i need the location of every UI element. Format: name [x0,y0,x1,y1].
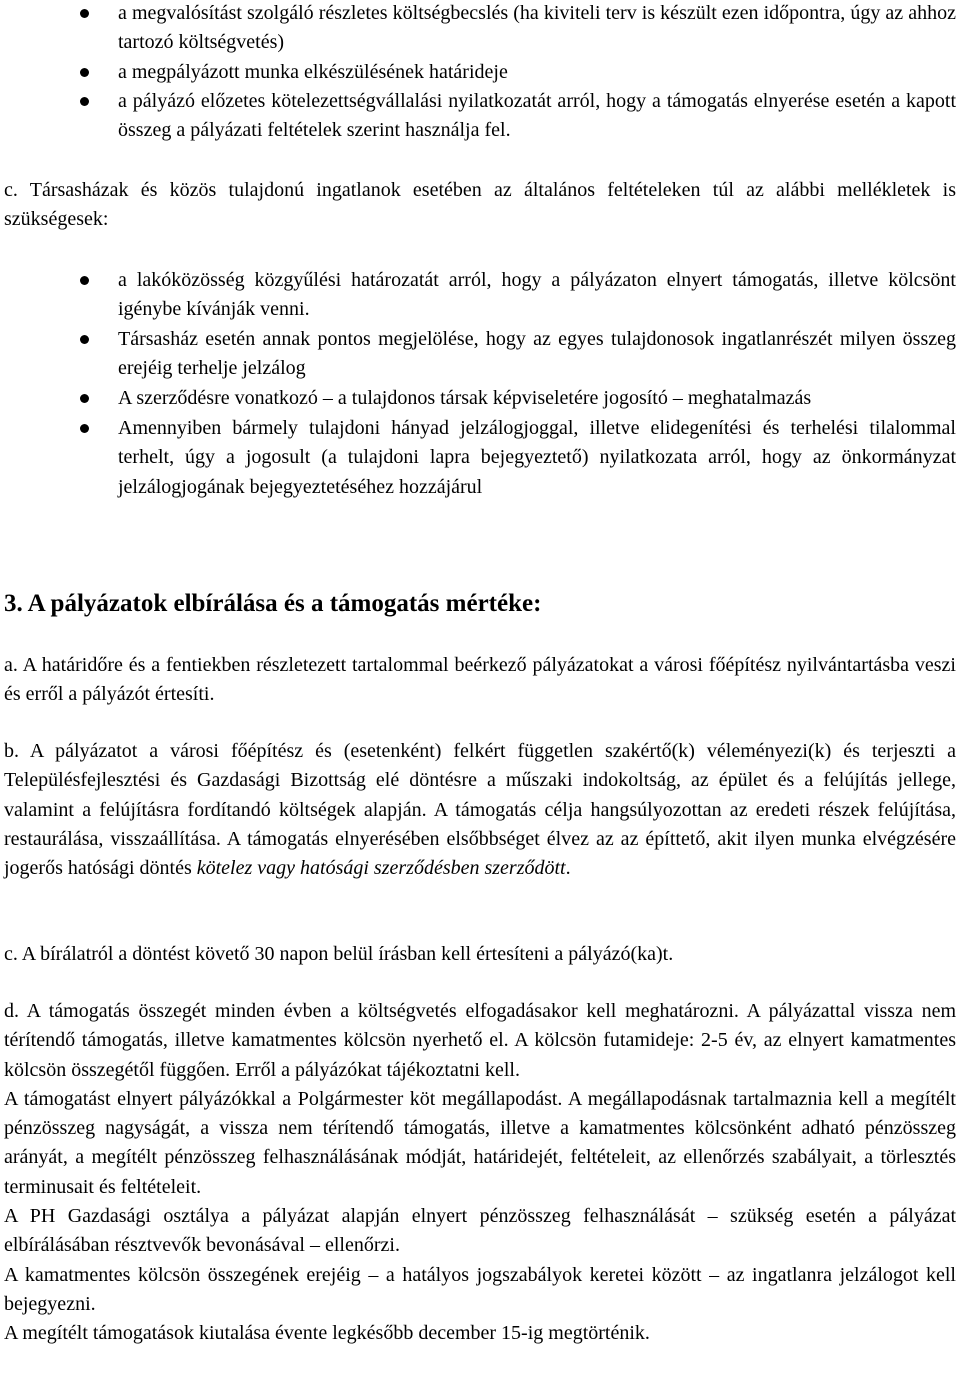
list-item-text: a lakóközösség közgyűlési határozatát arról, hogy a pályázaton elnyert támogatás, illetve kölcsönt igénybe kívánják venni. [118,269,956,321]
list-item-text: a megpályázott munka elkészülésének határideje [118,60,508,83]
bullet-icon [80,9,89,18]
paragraph-b-end: . [565,857,571,880]
list-item-text: Társasház esetén annak pontos megjelölése, hogy az egyes tulajdonosok ingatlanrészét milyen összeg erejéig terhelje jelzálog [118,328,956,380]
bullet-icon [80,424,89,433]
list-item-text: Amennyiben bármely tulajdoni hányad jelzálogjoggal, illetve elidegenítési és terhelési tilalommal terhelt, úgy a jogosult (a tulajdoni lapra bejegyeztető) nyilatkozata arról, hogy az önkormányzat jelzálogjogának bejegyeztetéséhez hozzájárul [118,416,956,498]
list-item [80,87,956,146]
requirements-list [80,0,956,145]
list-item [80,58,956,87]
paragraph-b-italic: kötelez vagy hatósági szerződésben szerződött [196,857,566,880]
section-heading: 3. A pályázatok elbírálása és a támogatás mértéke: [4,590,542,617]
list-item [80,266,956,325]
bullet-icon [80,335,89,344]
bullet-icon [80,68,89,77]
list-item [80,384,956,413]
list-item-text: A szerződésre vonatkozó – a tulajdonos társak képviseletére jogosító – meghatalmazás [118,387,812,410]
paragraph-d-block [4,997,956,1349]
section-c-intro: c. Társasházak és közös tulajdonú ingatlanok esetében az általános feltételeken túl az alábbi mellékletek is szükségesek: [4,179,956,231]
paragraph-b [4,737,956,883]
paragraph-d-3: A PH Gazdasági osztálya a pályázat alapján elnyert pénzösszeg felhasználását – szükség esetén a pályázat elbírálásában résztvevők bevonásával – ellenőrzi. [4,1205,956,1257]
bullet-icon [80,394,89,403]
paragraph-d-5: A megítélt támogatások kiutalása évente legkésőbb december 15-ig megtörténik. [4,1322,650,1345]
paragraph-d-1: d. A támogatás összegét minden évben a költségvetés elfogadásakor kell meghatározni. A pályázattal vissza nem térítendő támogatás, illetve kamatmentes kölcsön nyerhető el. A kölcsön futamideje: 2-5 év, az elnyert kamatmentes kölcsön összegétől függően. Erről a pályázókat tájékoztatni kell. [4,1000,956,1081]
paragraph-d-2: A támogatást elnyert pályázókkal a Polgármester köt megállapodást. A megállapodásnak tartalmaznia kell a megítélt pénzösszeg nagyságát, a vissza nem térítendő támogatás, illetve a kamatmentes kölcsönként adható pénzösszeg arányát, a megítélt pénzösszeg felhasználásának módját, határidejét, feltételeit, az ellenőrzés szabályait, a törlesztés terminusait és feltételeit. [4,1087,956,1198]
paragraph-a: a. A határidőre és a fentiekben részletezett tartalommal beérkező pályázatokat a városi főépítész nyilvántartásba veszi és erről a pályázót értesíti. [4,654,956,706]
paragraph-b-text: b. A pályázatot a városi főépítész és (esetenként) felkért független szakértő(k) véleményezi(k) és terjeszti a Településfejlesztési és Gazdasági Bizottság elé döntésre a műszaki indokoltság, az épület és a felújítás jellege, valamint a felújításra fordítandó költségek alapján. A támogatás célja hangsúlyozottan az eredeti részek felújítása, restaurálása, visszaállítása. A támogatás elnyerésében elsőbbséget élvez az az építtető, akit ilyen munka elvégzésére jogerős hatósági döntés [4,740,956,880]
list-item [80,325,956,384]
list-item [80,0,956,58]
condominium-attachments-list [80,266,956,502]
bullet-icon [80,97,89,106]
paragraph-d-4: A kamatmentes kölcsön összegének erejéig – a hatályos jogszabályok keretei között – az ingatlanra jelzálogot kell bejegyezni. [4,1263,956,1315]
paragraph-c: c. A bírálatról a döntést követő 30 napon belül írásban kell értesíteni a pályázó(ka)t. [4,943,674,965]
list-item-text: a megvalósítást szolgáló részletes költségbecslés (ha kiviteli terv is készült ezen időpontra, úgy az ahhoz tartozó költségvetés) [118,2,956,54]
bullet-icon [80,276,89,285]
list-item [80,414,956,502]
list-item-text: a pályázó előzetes kötelezettségvállalási nyilatkozatát arról, hogy a támogatás elnyerése esetén a kapott összeg a pályázati feltételek szerint használja fel. [118,89,956,142]
